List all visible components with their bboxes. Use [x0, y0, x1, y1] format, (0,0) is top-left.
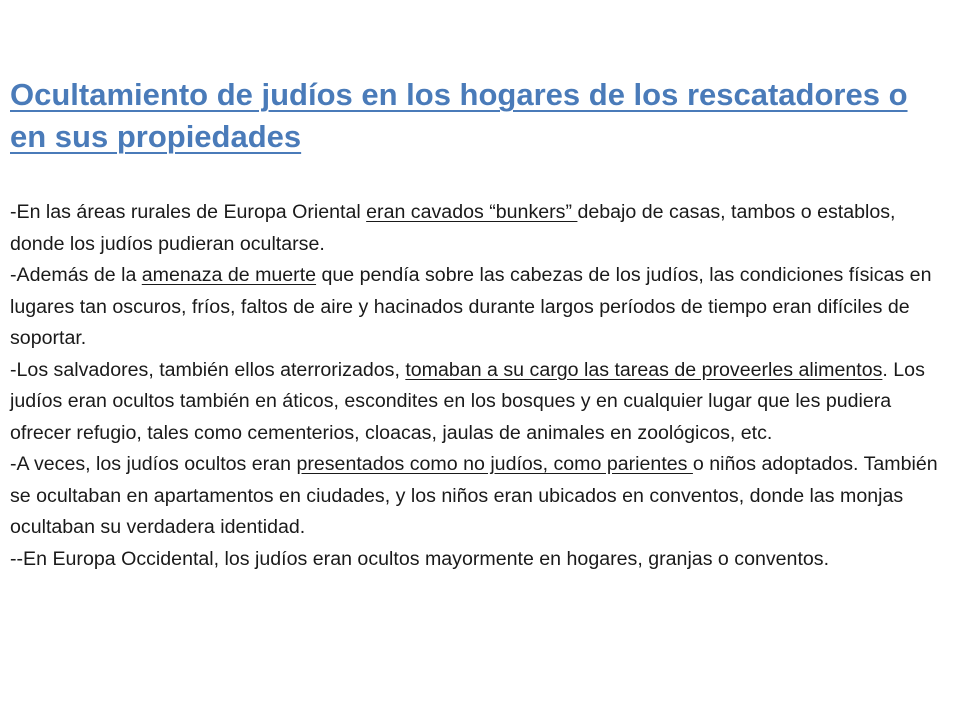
paragraph-text: -Los salvadores, también ellos aterrorizados, [10, 358, 406, 381]
underlined-phrase: tomaban a su cargo las tareas de proveerles alimentos [405, 358, 883, 381]
paragraph-rescuers [10, 355, 950, 450]
paragraph-text: -En las áreas rurales de Europa Oriental [10, 201, 367, 223]
underlined-phrase: presentados como no judíos, como parientes [296, 453, 693, 475]
paragraph-text: --En Europa Occidental, los judíos eran ocultos mayormente en hogares, granjas o conventos. [10, 547, 830, 570]
paragraph-bunkers [10, 197, 950, 260]
paragraph-text: debajo de casas, tambos o establos, donde los judíos pudieran ocultarse. [10, 201, 896, 255]
paragraph-threat [10, 260, 950, 355]
paragraph-text: -Además de la [10, 264, 142, 286]
slide-title: Ocultamiento de judíos en los hogares de los rescatadores o en sus propiedades [10, 77, 908, 154]
underlined-phrase: eran cavados “bunkers” [366, 201, 578, 223]
paragraph-western-europe [10, 544, 950, 576]
underlined-phrase: amenaza de muerte [141, 264, 317, 286]
slide-body [10, 197, 950, 575]
paragraph-disguise [10, 449, 950, 544]
paragraph-text: o niños adoptados. También se ocultaban en apartamentos en ciudades, y los niños eran ubicados en conventos, donde las monjas ocultaban su verdadera identidad. [10, 453, 938, 538]
paragraph-text: que pendía sobre las cabezas de los judíos, las condiciones físicas en lugares tan oscuros, fríos, faltos de aire y hacinados durante largos períodos de tiempo eran difíciles de soportar. [10, 264, 932, 349]
paragraph-text: -A veces, los judíos ocultos eran [10, 453, 297, 475]
paragraph-text: . Los judíos eran ocultos también en áticos, escondites en los bosques y en cualquier lugar que les pudiera ofrecer refugio, tales como cementerios, cloacas, jaulas de animales en zoológicos, etc. [10, 358, 925, 444]
